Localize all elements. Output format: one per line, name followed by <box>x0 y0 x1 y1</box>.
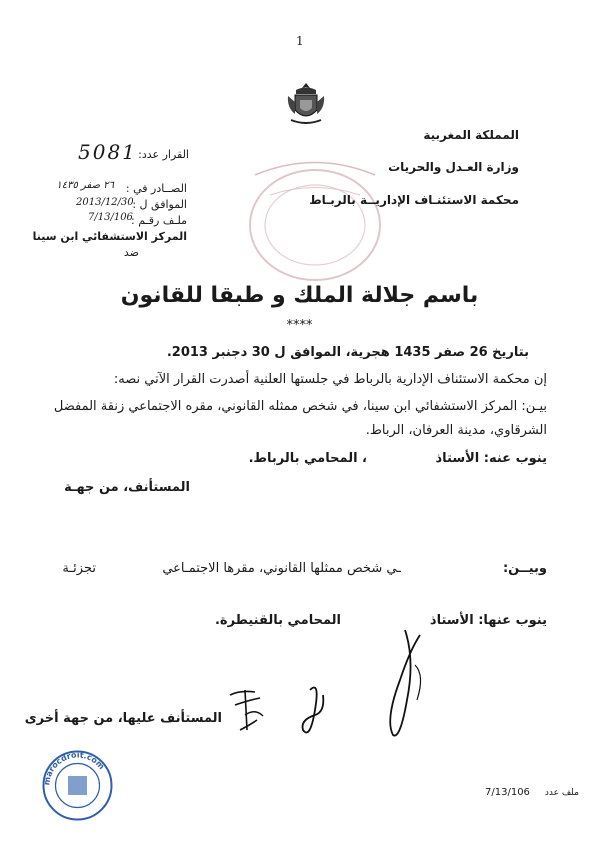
signatures-icon <box>215 620 445 750</box>
document-title: باسم جلالة الملك و طبقا للقانون <box>120 283 479 308</box>
title-stars: **** <box>286 318 313 333</box>
issued-value: ٢٦ صفر ١٤٣٥ <box>56 180 114 191</box>
and-label: وبيــن: <box>502 561 547 576</box>
rep2-label: ينوب عنها: الأستاذ <box>429 613 547 628</box>
respondent-label: المستأنف عليها، من جهة أخرى <box>24 711 222 726</box>
stamp-text: marocdroit.com <box>42 750 107 786</box>
party2-tail: تجزئـة <box>62 561 96 576</box>
page-number: 1 <box>296 34 304 48</box>
decision-number-value: 5081 <box>78 140 137 164</box>
between-line-1: بيـن: المركز الاستشفائي ابن سينا، في شخص ممثله القانوني، مقره الاجتماعي زنقة المفضل <box>53 399 547 414</box>
footer-file-ref: 7/13/106 <box>485 787 530 798</box>
between-line-2: الشرقاوي، مدينة العرفان، الرباط. <box>365 423 547 438</box>
corresponding-label: الموافق ل : <box>132 198 187 211</box>
marocdroit-stamp-icon <box>40 748 115 823</box>
corresponding-value: 2013/12/30 <box>76 197 134 208</box>
court-label: محكمة الاستئنـاف الإداريــة بالربـاط <box>309 193 519 207</box>
rep2-value: المحامي بالقنيطرة. <box>214 613 341 628</box>
kingdom-label: المملكة المغربية <box>423 128 519 142</box>
file-number-label: ملـف رقـم : <box>131 214 187 227</box>
against-label: ضد <box>123 246 139 259</box>
rep1-value: ، المحامي بالرباط. <box>248 451 367 466</box>
issued-label: الصــادر في : <box>125 182 187 195</box>
rep1-label: ينوب عنه: الأستاذ <box>435 451 547 466</box>
decision-number-label: القرار عدد: <box>138 148 189 161</box>
appellant-label: المستأنف، من جهـة <box>64 480 190 495</box>
file-number-value: 7/13/106 <box>88 212 133 223</box>
date-line: بتاريخ 26 صفر 1435 هجرية، الموافق ل 30 دجنبر 2013. <box>166 345 529 360</box>
intro-line: إن محكمة الاستئناف الإدارية بالرباط في جلستها العلنية أصدرت القرار الآتي نصه: <box>113 372 547 387</box>
royal-emblem-icon <box>283 80 329 128</box>
footer-file-label: ملف عدد <box>544 788 579 798</box>
ministry-label: وزارة العـدل والحريات <box>388 160 519 174</box>
party2-text: ـي شخص ممثلها القانوني، مقرها الاجتمـاعي <box>162 561 401 576</box>
party1-name: المركز الاستشفائي ابن سينا <box>32 230 187 243</box>
